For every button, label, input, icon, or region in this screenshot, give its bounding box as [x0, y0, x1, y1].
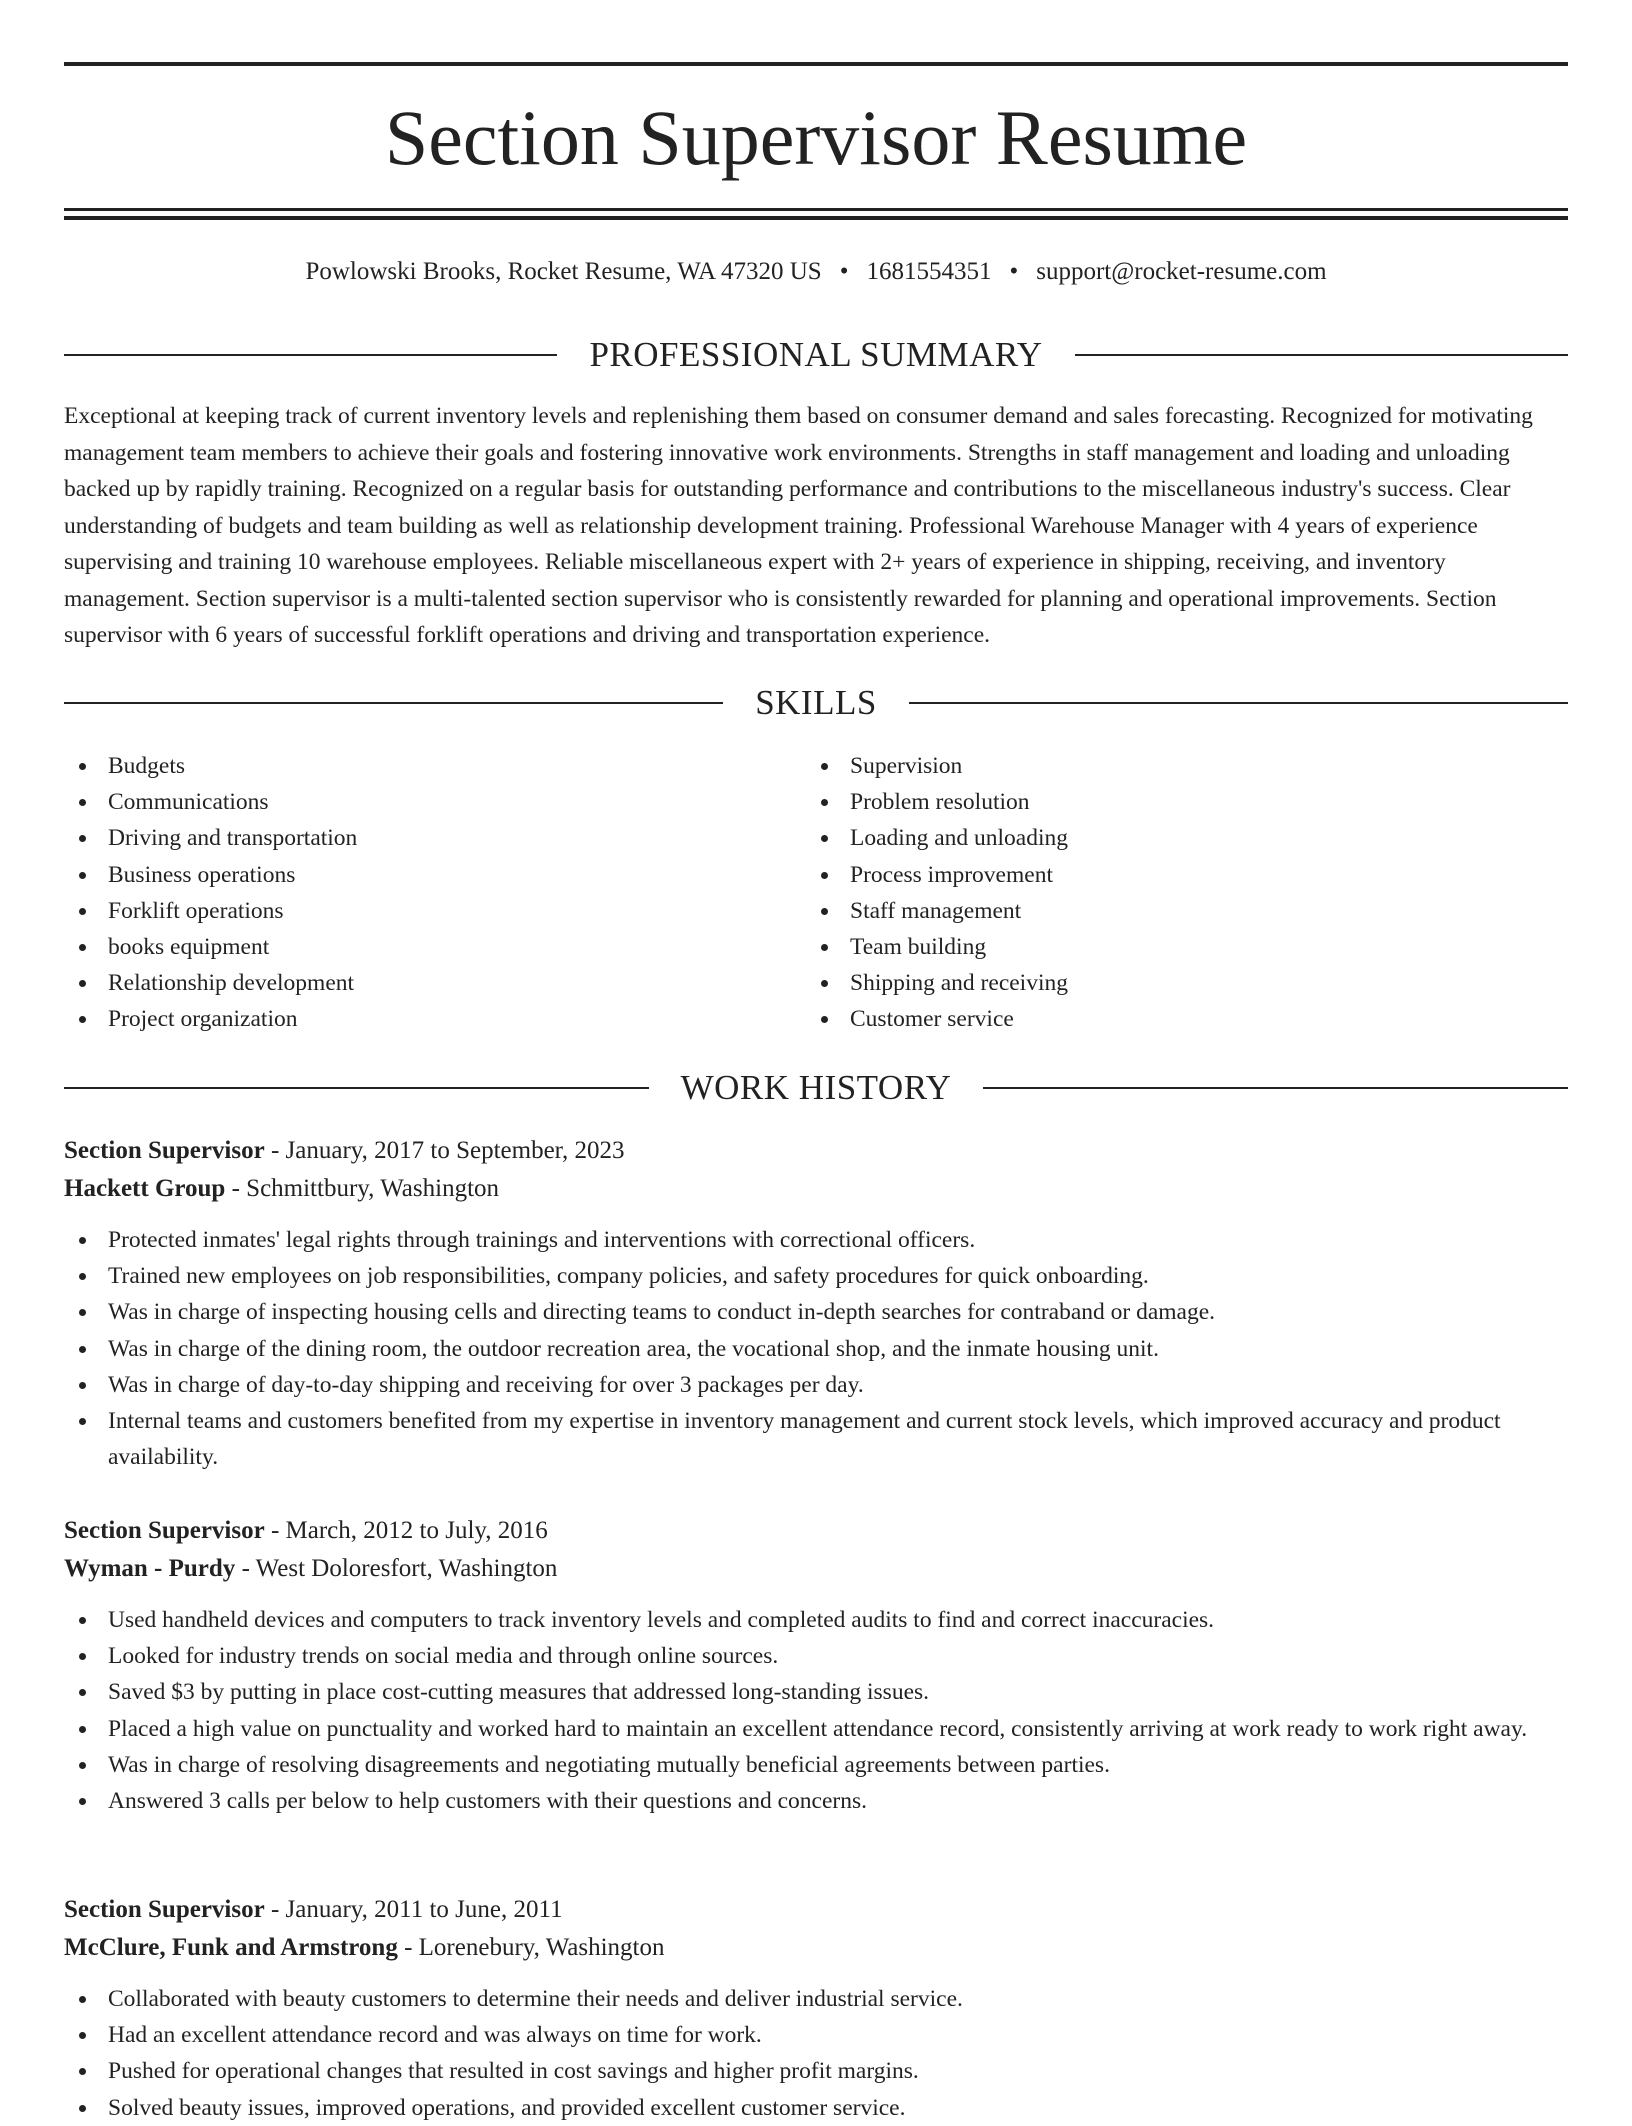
heading-rule-left	[64, 1087, 649, 1089]
job-bullet: Protected inmates' legal rights through trainings and interventions with correctional officers.	[64, 1222, 1568, 1258]
skill-item: Problem resolution	[806, 784, 1548, 820]
job-bullet: Placed a high value on punctuality and worked hard to maintain an excellent attendance record, consistently arriving at work ready to work right away.	[64, 1711, 1568, 1747]
contact-address: Powlowski Brooks, Rocket Resume, WA 47320 US	[305, 258, 822, 285]
skills-list	[64, 748, 1568, 1038]
skill-item: Team building	[806, 929, 1548, 965]
job-company: Hackett Group	[64, 1175, 226, 1202]
job-company-line	[64, 1170, 1568, 1208]
job-dates: - January, 2011 to June, 2011	[264, 1896, 563, 1923]
job-title: Section Supervisor	[64, 1517, 265, 1544]
job-company: McClure, Funk and Armstrong	[64, 1934, 398, 1961]
job-dates: - March, 2012 to July, 2016	[264, 1517, 548, 1544]
job-entry	[64, 1891, 1568, 2126]
skills-column-right	[806, 748, 1548, 1038]
job-title: Section Supervisor	[64, 1137, 265, 1164]
job-bullet: Was in charge of resolving disagreements and negotiating mutually beneficial agreements between parties.	[64, 1747, 1568, 1783]
job-company-line	[64, 1929, 1568, 1967]
contact-separator: •	[1009, 258, 1019, 285]
skill-item: Relationship development	[64, 965, 806, 1001]
title-rule-lower	[64, 216, 1568, 220]
job-title: Section Supervisor	[64, 1896, 265, 1923]
heading-rule-right	[909, 702, 1568, 704]
skill-item: Communications	[64, 784, 806, 820]
job-bullets	[64, 1602, 1568, 1819]
job-bullet: Solved beauty issues, improved operations, and provided excellent customer service.	[64, 2090, 1568, 2126]
job-bullet: Was in charge of the dining room, the outdoor recreation area, the vocational shop, and the inmate housing unit.	[64, 1331, 1568, 1367]
job-company-line	[64, 1550, 1568, 1588]
job-bullet: Internal teams and customers benefited from my expertise in inventory management and current stock levels, which improved accuracy and product availability.	[64, 1403, 1568, 1475]
heading-rule-left	[64, 354, 557, 356]
job-bullet: Collaborated with beauty customers to determine their needs and deliver industrial service.	[64, 1981, 1568, 2017]
section-heading-work-history	[64, 1066, 1568, 1110]
section-heading-skills	[64, 681, 1568, 725]
job-company: Wyman - Purdy	[64, 1555, 236, 1582]
job-bullet: Saved $3 by putting in place cost-cutting measures that addressed long-standing issues.	[64, 1674, 1568, 1710]
skill-item: Forklift operations	[64, 893, 806, 929]
page-title: Section Supervisor Resume	[384, 94, 1248, 181]
job-location: - Lorenebury, Washington	[397, 1934, 665, 1961]
skill-item: Loading and unloading	[806, 820, 1548, 856]
contact-line	[64, 252, 1568, 292]
job-bullet: Had an excellent attendance record and was always on time for work.	[64, 2017, 1568, 2053]
skill-item: Driving and transportation	[64, 820, 806, 856]
skill-item: Supervision	[806, 748, 1548, 784]
title-rule-upper	[64, 208, 1568, 211]
job-dates: - January, 2017 to September, 2023	[264, 1137, 625, 1164]
job-bullet: Was in charge of day-to-day shipping and receiving for over 3 packages per day.	[64, 1367, 1568, 1403]
job-location: - West Doloresfort, Washington	[235, 1555, 558, 1582]
job-title-line	[64, 1512, 1568, 1550]
heading-rule-left	[64, 702, 723, 704]
section-heading-label: WORK HISTORY	[680, 1068, 952, 1107]
job-bullet: Trained new employees on job responsibilities, company policies, and safety procedures for quick onboarding.	[64, 1258, 1568, 1294]
skill-item: books equipment	[64, 929, 806, 965]
contact-phone: 1681554351	[866, 258, 992, 285]
top-rule	[64, 62, 1568, 66]
job-bullet: Used handheld devices and computers to track inventory levels and completed audits to find and correct inaccuracies.	[64, 1602, 1568, 1638]
job-bullet: Answered 3 calls per below to help customers with their questions and concerns.	[64, 1783, 1568, 1819]
contact-email: support@rocket-resume.com	[1036, 258, 1327, 285]
skill-item: Shipping and receiving	[806, 965, 1548, 1001]
job-title-line	[64, 1891, 1568, 1929]
section-heading-label: SKILLS	[755, 683, 877, 722]
skill-item: Project organization	[64, 1001, 806, 1037]
job-title-line	[64, 1132, 1568, 1170]
job-bullet: Looked for industry trends on social media and through online sources.	[64, 1638, 1568, 1674]
job-bullet: Pushed for operational changes that resulted in cost savings and higher profit margins.	[64, 2053, 1568, 2089]
section-heading-summary	[64, 333, 1568, 377]
contact-separator: •	[839, 258, 849, 285]
job-entry	[64, 1512, 1568, 1819]
job-bullets	[64, 1222, 1568, 1475]
job-entry	[64, 1132, 1568, 1475]
skills-column-left	[64, 748, 806, 1038]
skill-item: Staff management	[806, 893, 1548, 929]
section-heading-label: PROFESSIONAL SUMMARY	[589, 335, 1043, 374]
professional-summary-text: Exceptional at keeping track of current inventory levels and replenishing them based on consumer demand and sales forecasting. Recognized for motivating management team members to achieve their goals and fostering innovative work environments. Strengths in staff management and loading and unloading backed up by rapidly training. Recognized on a regular basis for outstanding performance and contributions to the miscellaneous industry's success. Clear understanding of budgets and team building as well as relationship development training. Professional Warehouse Manager with 4 years of experience supervising and training 10 warehouse employees. Reliable miscellaneous expert with 2+ years of experience in shipping, receiving, and inventory management. Section supervisor is a multi-talented section supervisor who is consistently rewarded for planning and operational improvements. Section supervisor with 6 years of successful forklift operations and driving and transportation experience.	[64, 403, 1533, 648]
skill-item: Process improvement	[806, 857, 1548, 893]
job-bullets	[64, 1981, 1568, 2126]
skill-item: Business operations	[64, 857, 806, 893]
heading-rule-right	[1075, 354, 1568, 356]
job-location: - Schmittbury, Washington	[225, 1175, 500, 1202]
heading-rule-right	[983, 1087, 1568, 1089]
job-bullet: Was in charge of inspecting housing cells and directing teams to conduct in-depth searches for contraband or damage.	[64, 1294, 1568, 1330]
skill-item: Customer service	[806, 1001, 1548, 1037]
skill-item: Budgets	[64, 748, 806, 784]
